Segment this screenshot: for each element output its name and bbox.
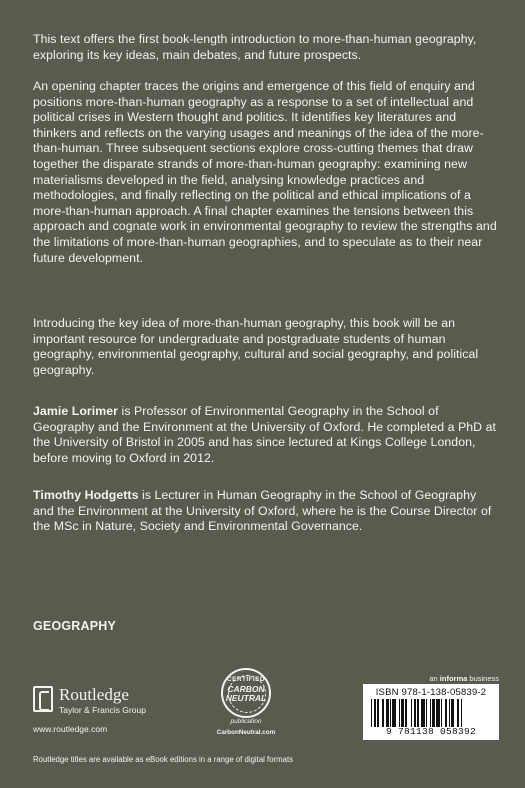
cn-carbon-text: CARBON [227, 684, 265, 694]
informa-suffix: business [467, 674, 499, 683]
ebook-footnote: Routledge titles are available as eBook editions in a range of digital formats [33, 755, 294, 764]
carbon-neutral-badge [205, 668, 295, 748]
subject-label: GEOGRAPHY [33, 619, 117, 633]
cn-url: CarbonNeutral.com [216, 729, 276, 736]
author-bio-text: is Lecturer in Human Geography in the School of Geography and the Environment at the University of Oxford, where he is the Course Director of the MSc in Nature, Society and Environmental Governance. [33, 488, 492, 534]
routledge-logo-icon [33, 686, 53, 712]
barcode-panel [363, 684, 499, 740]
author-name: Jamie Lorimer [33, 404, 119, 418]
publisher-group: Taylor & Francis Group [59, 705, 146, 715]
description-paragraph-3: Introducing the key idea of more-than-human geography, this book will be an important resource for undergraduate and postgraduate students of human geography, environmental geography, cultural and social geography, and political geography. [33, 316, 479, 377]
publisher-name: Routledge [59, 685, 129, 704]
isbn-text: ISBN 978-1-138-05839-2 [375, 687, 487, 698]
barcode-digits: 9 781138 058392 [385, 726, 476, 737]
publisher-logo[interactable] [33, 686, 203, 746]
informa-prefix: an [429, 674, 440, 683]
description-paragraph-2: An opening chapter traces the origins and emergence of this field of enquiry and positions more-than-human geography as a response to a set of intellectual and political crises in Western thought and politics. It identifies key literatures and thinkers and reflects on the varying usages and meanings of the idea of the more-than-human. Three subsequent sections explore cross-cutting themes that draw together the disparate strands of more-than-human geography: examining new materialisms developed in the field, analysing knowledge practices and methodologies, and finally reflecting on the political and ethical implications of a more-than-human approach. A final chapter examines the tensions between this approach and cognate work in environmental geography to review the strengths and the limitations of more-than-human geographies, and to speculate as to their near future development. [33, 79, 497, 265]
barcode-icon [371, 699, 491, 727]
informa-business-label [363, 674, 499, 683]
cn-publication-text: publication [230, 718, 262, 725]
informa-brand: informa [439, 674, 468, 683]
author-bio-1 [33, 404, 499, 466]
cn-neutral-text: NEUTRAL [225, 693, 267, 703]
description-paragraph-1: This text offers the first book-length introduction to more-than-human geography, exploring its key ideas, main debates, and future prospects. [33, 32, 477, 62]
author-bio-text: is Professor of Environmental Geography in the School of Geography and the Environment at the University of Oxford. He completed a PhD at the University of Bristol in 2005 and has since lectured at Kings College London, before moving to Oxford in 2012. [33, 404, 497, 465]
cn-certified-text: CERTIFIED [227, 676, 265, 683]
publisher-url[interactable]: www.routledge.com [33, 724, 108, 734]
author-bio-2 [33, 488, 499, 535]
author-name: Timothy Hodgetts [33, 488, 139, 502]
